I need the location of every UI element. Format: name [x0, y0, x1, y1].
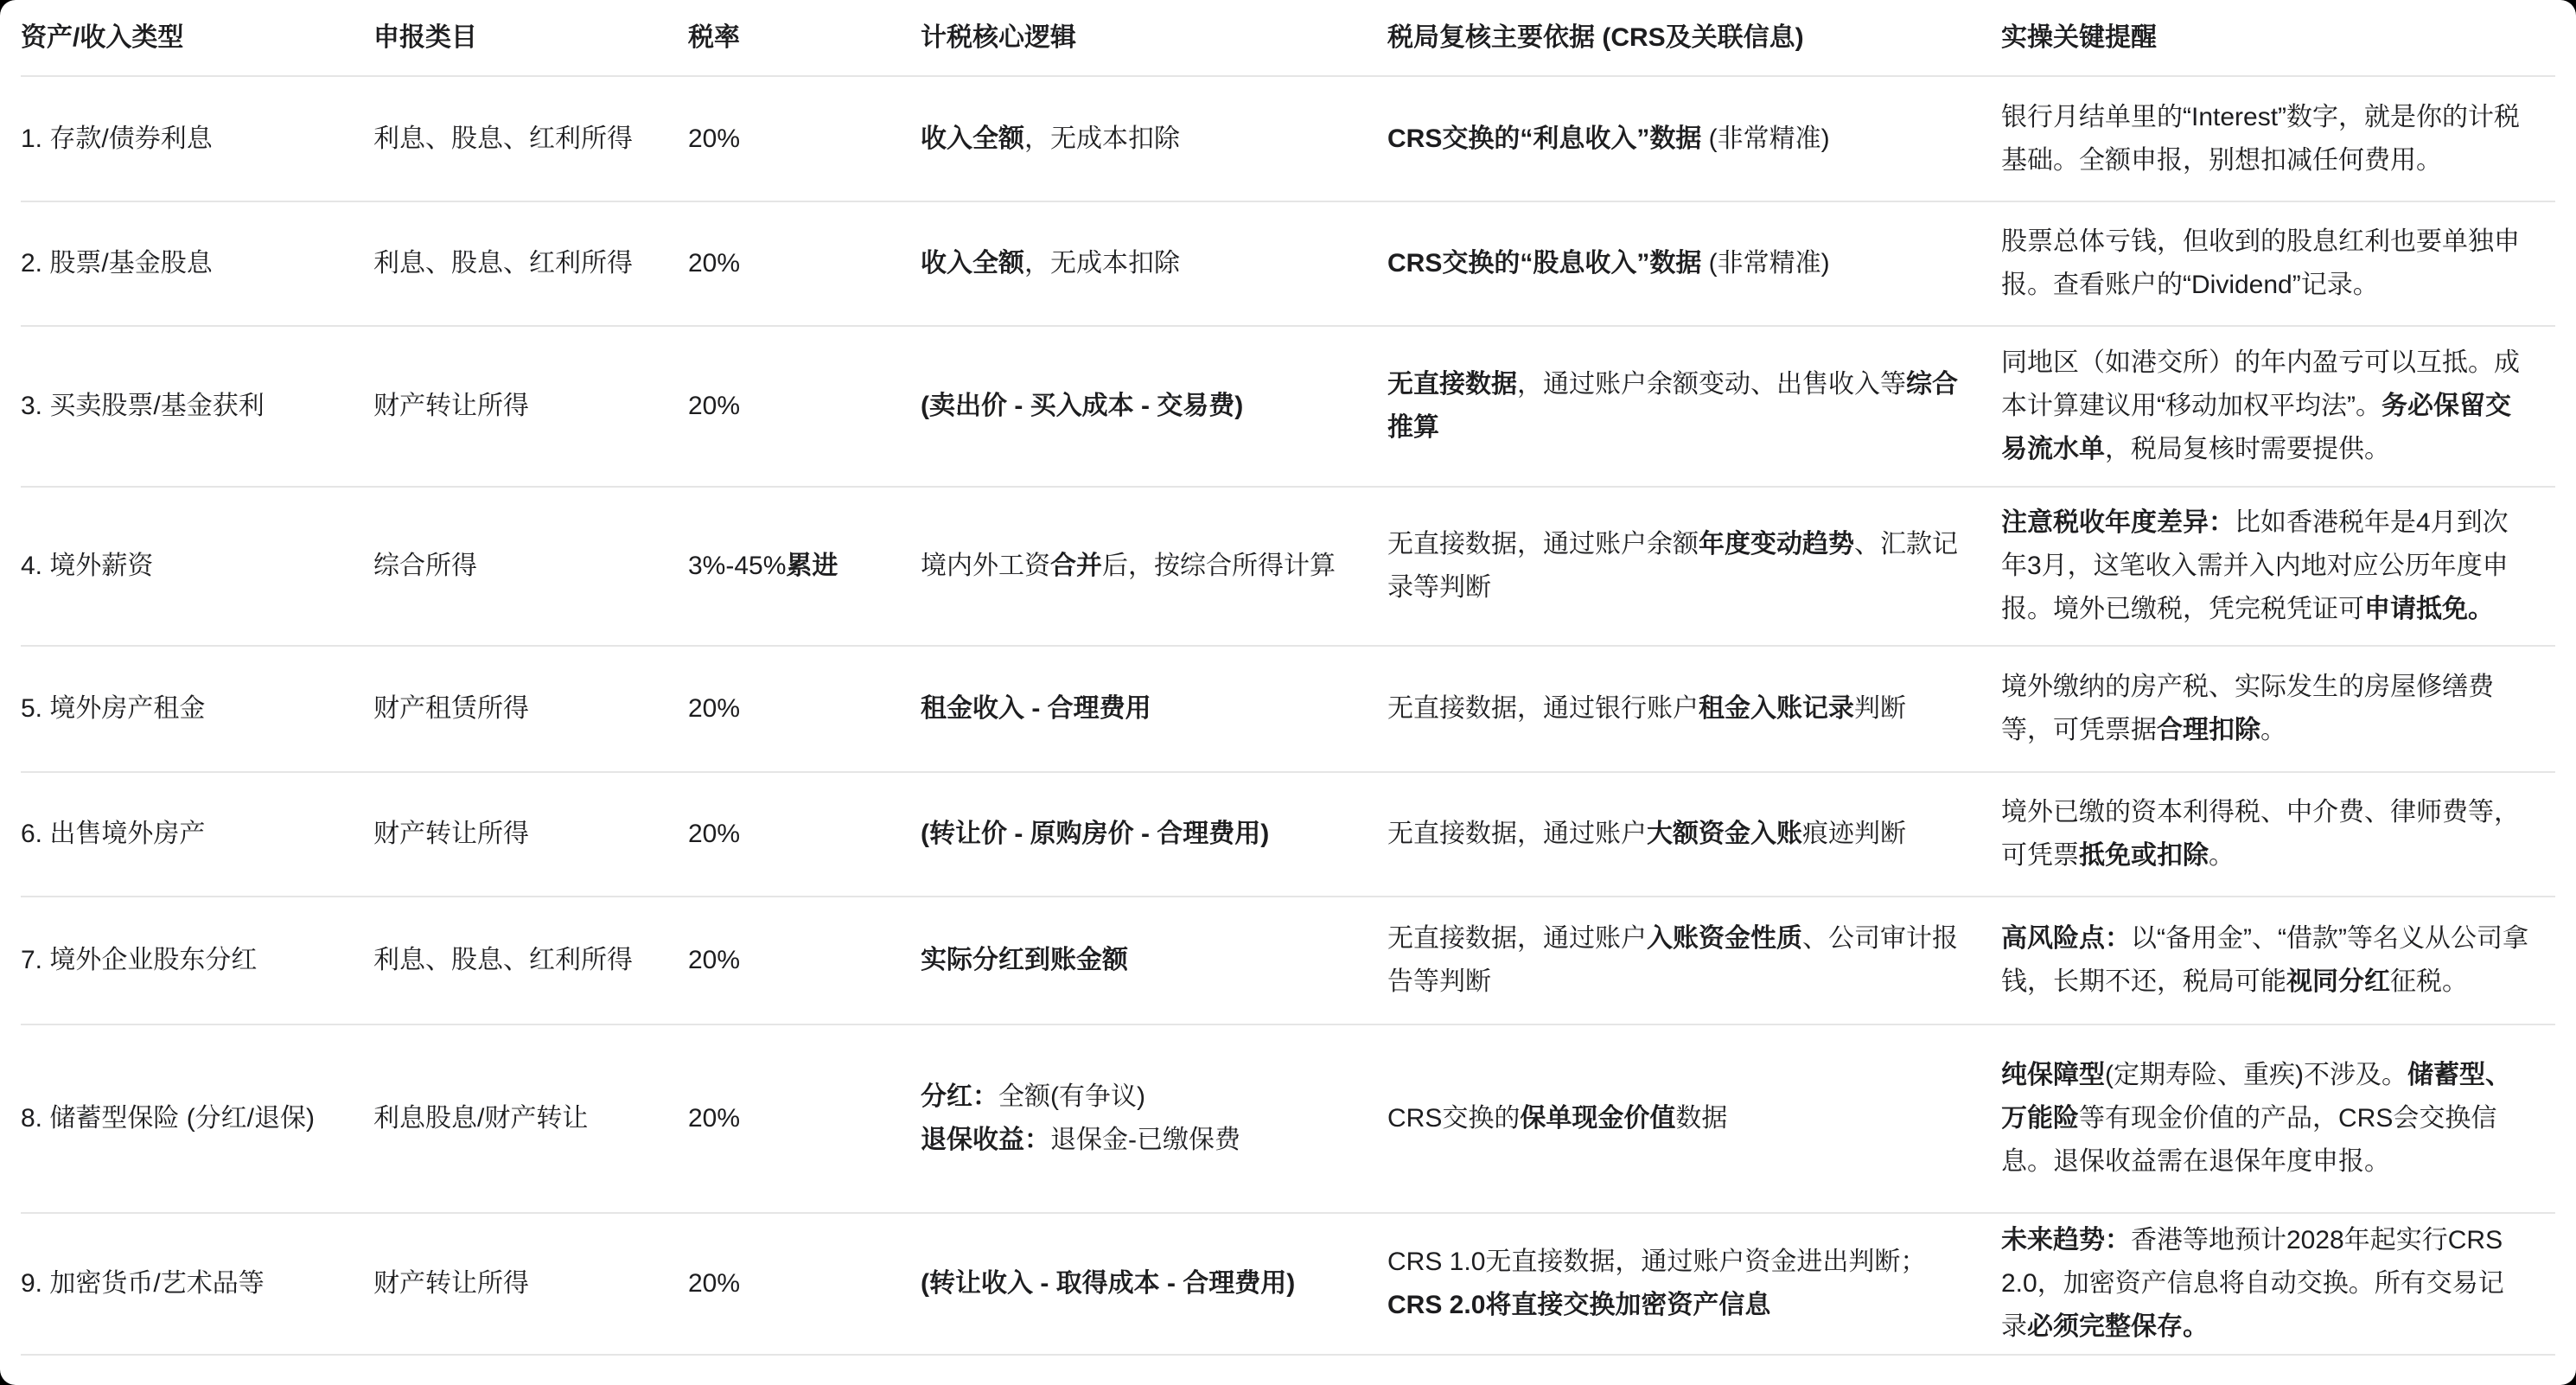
cell-tips: 注意税收年度差异：比如香港税年是4月到次年3月，这笔收入需并入内地对应公历年度申报。境外已缴税，凭完税凭证可申请抵免。 [2001, 487, 2555, 646]
cell-logic: (转让收入 - 取得成本 - 合理费用) [921, 1213, 1387, 1355]
cell-rate: 20% [688, 646, 921, 772]
cell-basis: 无直接数据，通过账户余额变动、出售收入等综合推算 [1387, 326, 2001, 487]
cell-category: 财产租赁所得 [373, 646, 688, 772]
cell-asset-type: 8. 储蓄型保险 (分红/退保) [21, 1024, 373, 1213]
cell-basis: 无直接数据，通过账户余额年度变动趋势、汇款记录等判断 [1387, 487, 2001, 646]
column-header-basis: 税局复核主要依据 (CRS及关联信息) [1387, 0, 2001, 76]
cell-logic: (卖出价 - 买入成本 - 交易费) [921, 326, 1387, 487]
table-row-5 [21, 646, 2555, 772]
cell-asset-type: 9. 加密货币/艺术品等 [21, 1213, 373, 1355]
cell-rate: 20% [688, 1024, 921, 1213]
header-row [21, 0, 2555, 76]
cell-asset-type: 3. 买卖股票/基金获利 [21, 326, 373, 487]
table-row-3 [21, 326, 2555, 487]
cell-asset-type: 2. 股票/基金股息 [21, 201, 373, 326]
cell-category: 财产转让所得 [373, 772, 688, 897]
table-row-9 [21, 1213, 2555, 1355]
cell-asset-type: 4. 境外薪资 [21, 487, 373, 646]
cell-rate: 3%-45%累进 [688, 487, 921, 646]
cell-logic: 收入全额，无成本扣除 [921, 201, 1387, 326]
cell-logic: 分红：全额(有争议) 退保收益：退保金-已缴保费 [921, 1024, 1387, 1213]
table-row-7 [21, 897, 2555, 1024]
cell-category: 利息、股息、红利所得 [373, 201, 688, 326]
cell-basis: 无直接数据，通过账户入账资金性质、公司审计报告等判断 [1387, 897, 2001, 1024]
table-row-2 [21, 201, 2555, 326]
cell-logic: 租金收入 - 合理费用 [921, 646, 1387, 772]
cell-rate: 20% [688, 76, 921, 201]
cell-tips: 银行月结单里的“Interest”数字，就是你的计税基础。全额申报，别想扣减任何费用。 [2001, 76, 2555, 201]
cell-basis: CRS交换的“利息收入”数据 (非常精准) [1387, 76, 2001, 201]
cell-asset-type: 1. 存款/债券利息 [21, 76, 373, 201]
table-row-1 [21, 76, 2555, 201]
cell-category: 利息股息/财产转让 [373, 1024, 688, 1213]
cell-logic: 收入全额，无成本扣除 [921, 76, 1387, 201]
cell-category: 综合所得 [373, 487, 688, 646]
cell-rate: 20% [688, 897, 921, 1024]
cell-asset-type: 7. 境外企业股东分红 [21, 897, 373, 1024]
column-header-rate: 税率 [688, 0, 921, 76]
table-row-4 [21, 487, 2555, 646]
cell-asset-type: 6. 出售境外房产 [21, 772, 373, 897]
cell-basis: 无直接数据，通过银行账户租金入账记录判断 [1387, 646, 2001, 772]
cell-basis: 无直接数据，通过账户大额资金入账痕迹判断 [1387, 772, 2001, 897]
cell-category: 财产转让所得 [373, 1213, 688, 1355]
cell-rate: 20% [688, 1213, 921, 1355]
cell-tips: 纯保障型(定期寿险、重疾)不涉及。储蓄型、万能险等有现金价值的产品，CRS会交换信息。退保收益需在退保年度申报。 [2001, 1024, 2555, 1213]
cell-rate: 20% [688, 201, 921, 326]
table-row-6 [21, 772, 2555, 897]
table-row-8 [21, 1024, 2555, 1213]
cell-rate: 20% [688, 772, 921, 897]
cell-basis: CRS 1.0无直接数据，通过账户资金进出判断； CRS 2.0将直接交换加密资产信息 [1387, 1213, 2001, 1355]
cell-tips: 同地区（如港交所）的年内盈亏可以互抵。成本计算建议用“移动加权平均法”。务必保留交易流水单，税局复核时需要提供。 [2001, 326, 2555, 487]
cell-tips: 境外缴纳的房产税、实际发生的房屋修缮费等，可凭票据合理扣除。 [2001, 646, 2555, 772]
cell-logic: 境内外工资合并后，按综合所得计算 [921, 487, 1387, 646]
cell-category: 利息、股息、红利所得 [373, 76, 688, 201]
cell-basis: CRS交换的保单现金价值数据 [1387, 1024, 2001, 1213]
tax-table [21, 0, 2555, 1356]
column-header-asset-type: 资产/收入类型 [21, 0, 373, 76]
column-header-logic: 计税核心逻辑 [921, 0, 1387, 76]
cell-logic: (转让价 - 原购房价 - 合理费用) [921, 772, 1387, 897]
cell-tips: 境外已缴的资本利得税、中介费、律师费等，可凭票抵免或扣除。 [2001, 772, 2555, 897]
cell-tips: 高风险点：以“备用金”、“借款”等名义从公司拿钱，长期不还，税局可能视同分红征税。 [2001, 897, 2555, 1024]
cell-category: 财产转让所得 [373, 326, 688, 487]
cell-asset-type: 5. 境外房产租金 [21, 646, 373, 772]
cell-logic: 实际分红到账金额 [921, 897, 1387, 1024]
cell-rate: 20% [688, 326, 921, 487]
cell-category: 利息、股息、红利所得 [373, 897, 688, 1024]
cell-tips: 股票总体亏钱，但收到的股息红利也要单独申报。查看账户的“Dividend”记录。 [2001, 201, 2555, 326]
column-header-category: 申报类目 [373, 0, 688, 76]
column-header-tips: 实操关键提醒 [2001, 0, 2555, 76]
cell-basis: CRS交换的“股息收入”数据 (非常精准) [1387, 201, 2001, 326]
cell-tips: 未来趋势：香港等地预计2028年起实行CRS 2.0，加密资产信息将自动交换。所有交易记录必须完整保存。 [2001, 1213, 2555, 1355]
